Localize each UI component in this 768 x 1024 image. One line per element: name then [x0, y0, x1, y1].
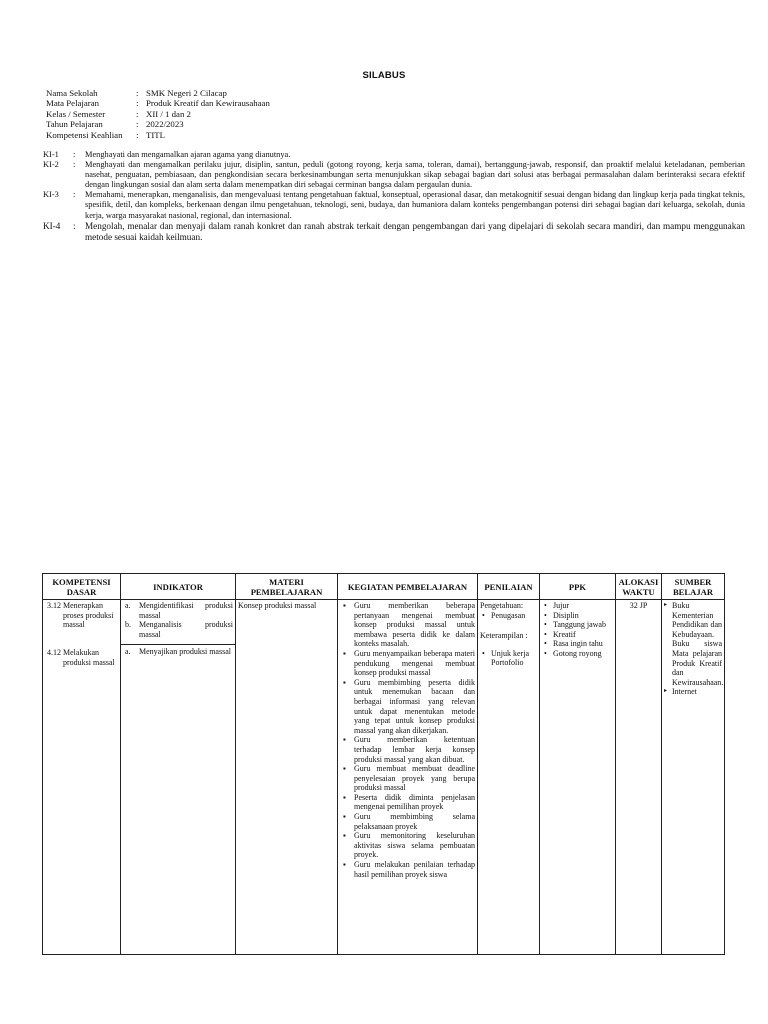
cell-kompetensi-dasar	[43, 600, 121, 955]
kd-text: Menerapkan proses produksi massal	[63, 601, 114, 630]
indikator-letter: a.	[125, 647, 131, 656]
ki-item: KI-4 : Mengolah, menalar dan menyaji dalam ranah konkret dan ranah abstrak terkait dengan pengembangan dari yang dipelajari di sekolah secara mandiri, dan mampu menggunakan metode sesuai kaidah keilmuan.	[43, 220, 745, 242]
kegiatan-item: ▪ Guru melakukan penilaian terhadap hasil pemilihan proyek siswa	[354, 860, 475, 879]
identity-label: Tahun Pelajaran	[46, 119, 103, 130]
kegiatan-item: ▪ Guru membimbing peserta didik untuk menemukan bacaan dan berbagai informasi yang relevan untuk dapat menentukan metode yang tepat untuk konsep produksi massal yang akan dikerjakan.	[354, 678, 475, 736]
ppk-item: • Gotong royong	[553, 649, 613, 659]
ppk-item: • Disiplin	[553, 611, 613, 621]
cell-materi: Konsep produksi massal	[236, 600, 338, 955]
ki-code: KI-4	[43, 220, 61, 231]
kegiatan-item: ▪ Peserta didik diminta penjelasan mengenai pemilihan proyek	[354, 793, 475, 812]
ppk-item: • Kreatif	[553, 630, 613, 640]
header-ppk: PPK	[540, 574, 616, 600]
indikator-item	[123, 620, 233, 639]
identity-row: Nama Sekolah : SMK Negeri 2 Cilacap	[46, 88, 227, 98]
identity-value: 2022/2023	[146, 119, 184, 130]
identity-row: Tahun Pelajaran : 2022/2023	[46, 119, 184, 130]
header-kegiatan: KEGIATAN PEMBELAJARAN	[338, 574, 478, 600]
cell-kegiatan	[338, 600, 478, 955]
sumber-item: ▸ Buku Kementerian Pendidikan dan Kebudayaan. Buku siswa Mata pelajaran Produk Kreatif dan Kewirausahaan.	[668, 601, 722, 687]
ppk-item: • Tanggung jawab	[553, 620, 613, 630]
kegiatan-item: ▪ Guru memberikan ketentuan terhadap lembar kerja konsep produksi massal yang akan dibuat.	[354, 735, 475, 764]
identity-block	[46, 88, 270, 140]
ki-code: KI-1	[43, 150, 59, 159]
indikator-letter: b.	[125, 620, 131, 630]
ki-item: KI-2 : Menghayati dan mengamalkan perilaku jujur, disiplin, santun, peduli (gotong royong, kerja sama, toleran, damai), bertanggung-jawab, responsif, dan proaktif melalui keteladanan, pemberian nasehat, penguatan, pembiasaan, dan pengkondisian secara berkesinambungan serta menunjukkan sikap sebagai bagian dari solusi atas berbagai permasalahan dalam berinteraksi secara efektif dengan lingkungan sosial dan alam serta dalam menempatkan diri sebagai cerminan bangsa dalam pergaulan dunia.	[43, 160, 745, 190]
header-alokasi-waktu: ALOKASI WAKTU	[616, 574, 662, 600]
penilaian-list	[480, 611, 537, 621]
header-materi: MATERI PEMBELAJARAN	[236, 574, 338, 600]
kd-text: Melakukan produksi massal	[63, 648, 115, 667]
kegiatan-list	[340, 601, 475, 879]
kegiatan-item: ▪ Guru memberikan beberapa pertanyaan mengenai membuat konsep produksi massal untuk membawa peserta didik ke dalam konteks masalah.	[354, 601, 475, 649]
ki-text: Menghayati dan mengamalkan perilaku jujur, disiplin, santun, peduli (gotong royong, kerja sama, toleran, damai), bertanggung-jawab, responsif, dan proaktif melalui keteladanan, pemberian nasehat, penguatan, pembiasaan, dan pengkondisian secara berkesinambungan serta menunjukkan sikap sebagai bagian dari solusi atas berbagai permasalahan dalam berinteraksi secara efektif dengan lingkungan sosial dan alam serta dalam menempatkan diri sebagai cerminan bangsa dalam pergaulan dunia.	[85, 160, 745, 190]
penilaian-item: • Unjuk kerja Portofolio	[491, 649, 537, 668]
ppk-item: • Jujur	[553, 601, 613, 611]
identity-label: Kelas / Semester	[46, 108, 106, 119]
kd-item	[47, 648, 118, 667]
syllabus-table	[42, 573, 725, 955]
divider	[121, 644, 235, 645]
ppk-list	[542, 601, 613, 659]
ki-item: KI-1 : Menghayati dan mengamalkan ajaran agama yang dianutnya.	[43, 150, 745, 160]
indikator-item	[123, 647, 233, 657]
identity-label: Mata Pelajaran	[46, 98, 100, 109]
table-row	[43, 600, 725, 955]
cell-indikator	[121, 600, 236, 955]
ki-text: Menghayati dan mengamalkan ajaran agama yang dianutnya.	[85, 150, 291, 159]
identity-row: Kompetensi Keahlian : TITL	[46, 129, 166, 140]
kd-number: 4.12	[47, 648, 61, 657]
indikator-item	[123, 601, 233, 620]
indikator-letter: a.	[125, 601, 131, 610]
cell-ppk	[540, 600, 616, 955]
ppk-item: • Rasa ingin tahu	[553, 639, 613, 649]
header-indikator: INDIKATOR	[121, 574, 236, 600]
table-header-row	[43, 574, 725, 600]
header-sumber-belajar: SUMBER BELAJAR	[662, 574, 725, 600]
kegiatan-item: ▪ Guru membuat membuat deadline penyelesaian proyek yang berupa produksi massal	[354, 764, 475, 793]
ki-text: Mengolah, menalar dan menyaji dalam ranah konkret dan ranah abstrak terkait dengan pengembangan dari yang dipelajari di sekolah secara mandiri, dan mampu menggunakan metode sesuai kaidah keilmuan.	[85, 220, 745, 242]
indikator-text: Mengidentifikasi produksi massal	[139, 601, 233, 620]
identity-value: Produk Kreatif dan Kewirausahaan	[146, 98, 270, 109]
ki-code: KI-3	[43, 190, 59, 200]
document-title: SILABUS	[362, 70, 406, 81]
header-kompetensi-dasar: KOMPETENSI DASAR	[43, 574, 121, 600]
cell-penilaian	[478, 600, 540, 955]
kompetensi-inti-list	[43, 150, 745, 243]
identity-row: Mata Pelajaran : Produk Kreatif dan Kewirausahaan	[46, 98, 270, 109]
sumber-item: ▸ Internet	[668, 687, 722, 697]
kegiatan-item: ▪ Guru menyampaikan beberapa materi pendukung mengenai membuat konsep produksi massal	[354, 649, 475, 678]
identity-value: XII / 1 dan 2	[146, 108, 191, 119]
identity-label: Nama Sekolah	[46, 88, 98, 98]
indikator-text: Menganalisis produksi massal	[139, 620, 233, 639]
ki-item: KI-3 : Memahami, menerapkan, menganalisis, dan mengevaluasi tentang pengetahuan faktual, konseptual, operasional dasar, dan metakognitif sesuai dengan bidang dan lingkup kerja pada tingkat teknis, spesifik, detil, dan kompleks, berkenaan dengan ilmu pengetahuan, teknologi, seni, budaya, dan humaniora dalam konteks pengembangan potensi diri sebagai bagian dari keluarga, sekolah, dunia kerja, warga masyarakat nasional, regional, dan internasional.	[43, 190, 745, 220]
identity-label: Kompetensi Keahlian	[46, 129, 123, 140]
kegiatan-item: ▪ Guru membimbing selama pelaksanaan proyek	[354, 812, 475, 831]
cell-alokasi-waktu: 32 JP	[616, 600, 662, 955]
indikator-text: Menyajikan produksi massal	[139, 647, 231, 656]
penilaian-item: • Penugasan	[491, 611, 537, 621]
penilaian-label: Keterampilan :	[480, 631, 528, 641]
identity-value: TITL	[146, 129, 166, 140]
header-penilaian: PENILAIAN	[478, 574, 540, 600]
sumber-list	[664, 601, 722, 697]
kegiatan-item: ▪ Guru memonitoring keseluruhan aktivitas siswa selama pembuatan proyek.	[354, 831, 475, 860]
identity-value: SMK Negeri 2 Cilacap	[146, 88, 227, 98]
ki-code: KI-2	[43, 160, 59, 170]
ki-text: Memahami, menerapkan, menganalisis, dan mengevaluasi tentang pengetahuan faktual, konseptual, operasional dasar, dan metakognitif sesuai dengan bidang dan lingkup kerja pada tingkat teknis, spesifik, detil, dan kompleks, berkenaan dengan ilmu pengetahuan, teknologi, seni, budaya, dan humaniora dalam konteks pengembangan potensi diri sebagai bagian dari keluarga, sekolah, dunia kerja, warga masyarakat nasional, regional, dan internasional.	[85, 190, 745, 220]
identity-row: Kelas / Semester : XII / 1 dan 2	[46, 108, 191, 119]
cell-sumber-belajar	[662, 600, 725, 955]
penilaian-label: Pengetahuan:	[480, 601, 524, 610]
penilaian-list	[480, 649, 537, 668]
kd-item	[47, 601, 118, 648]
kd-number: 3.12	[47, 601, 61, 610]
